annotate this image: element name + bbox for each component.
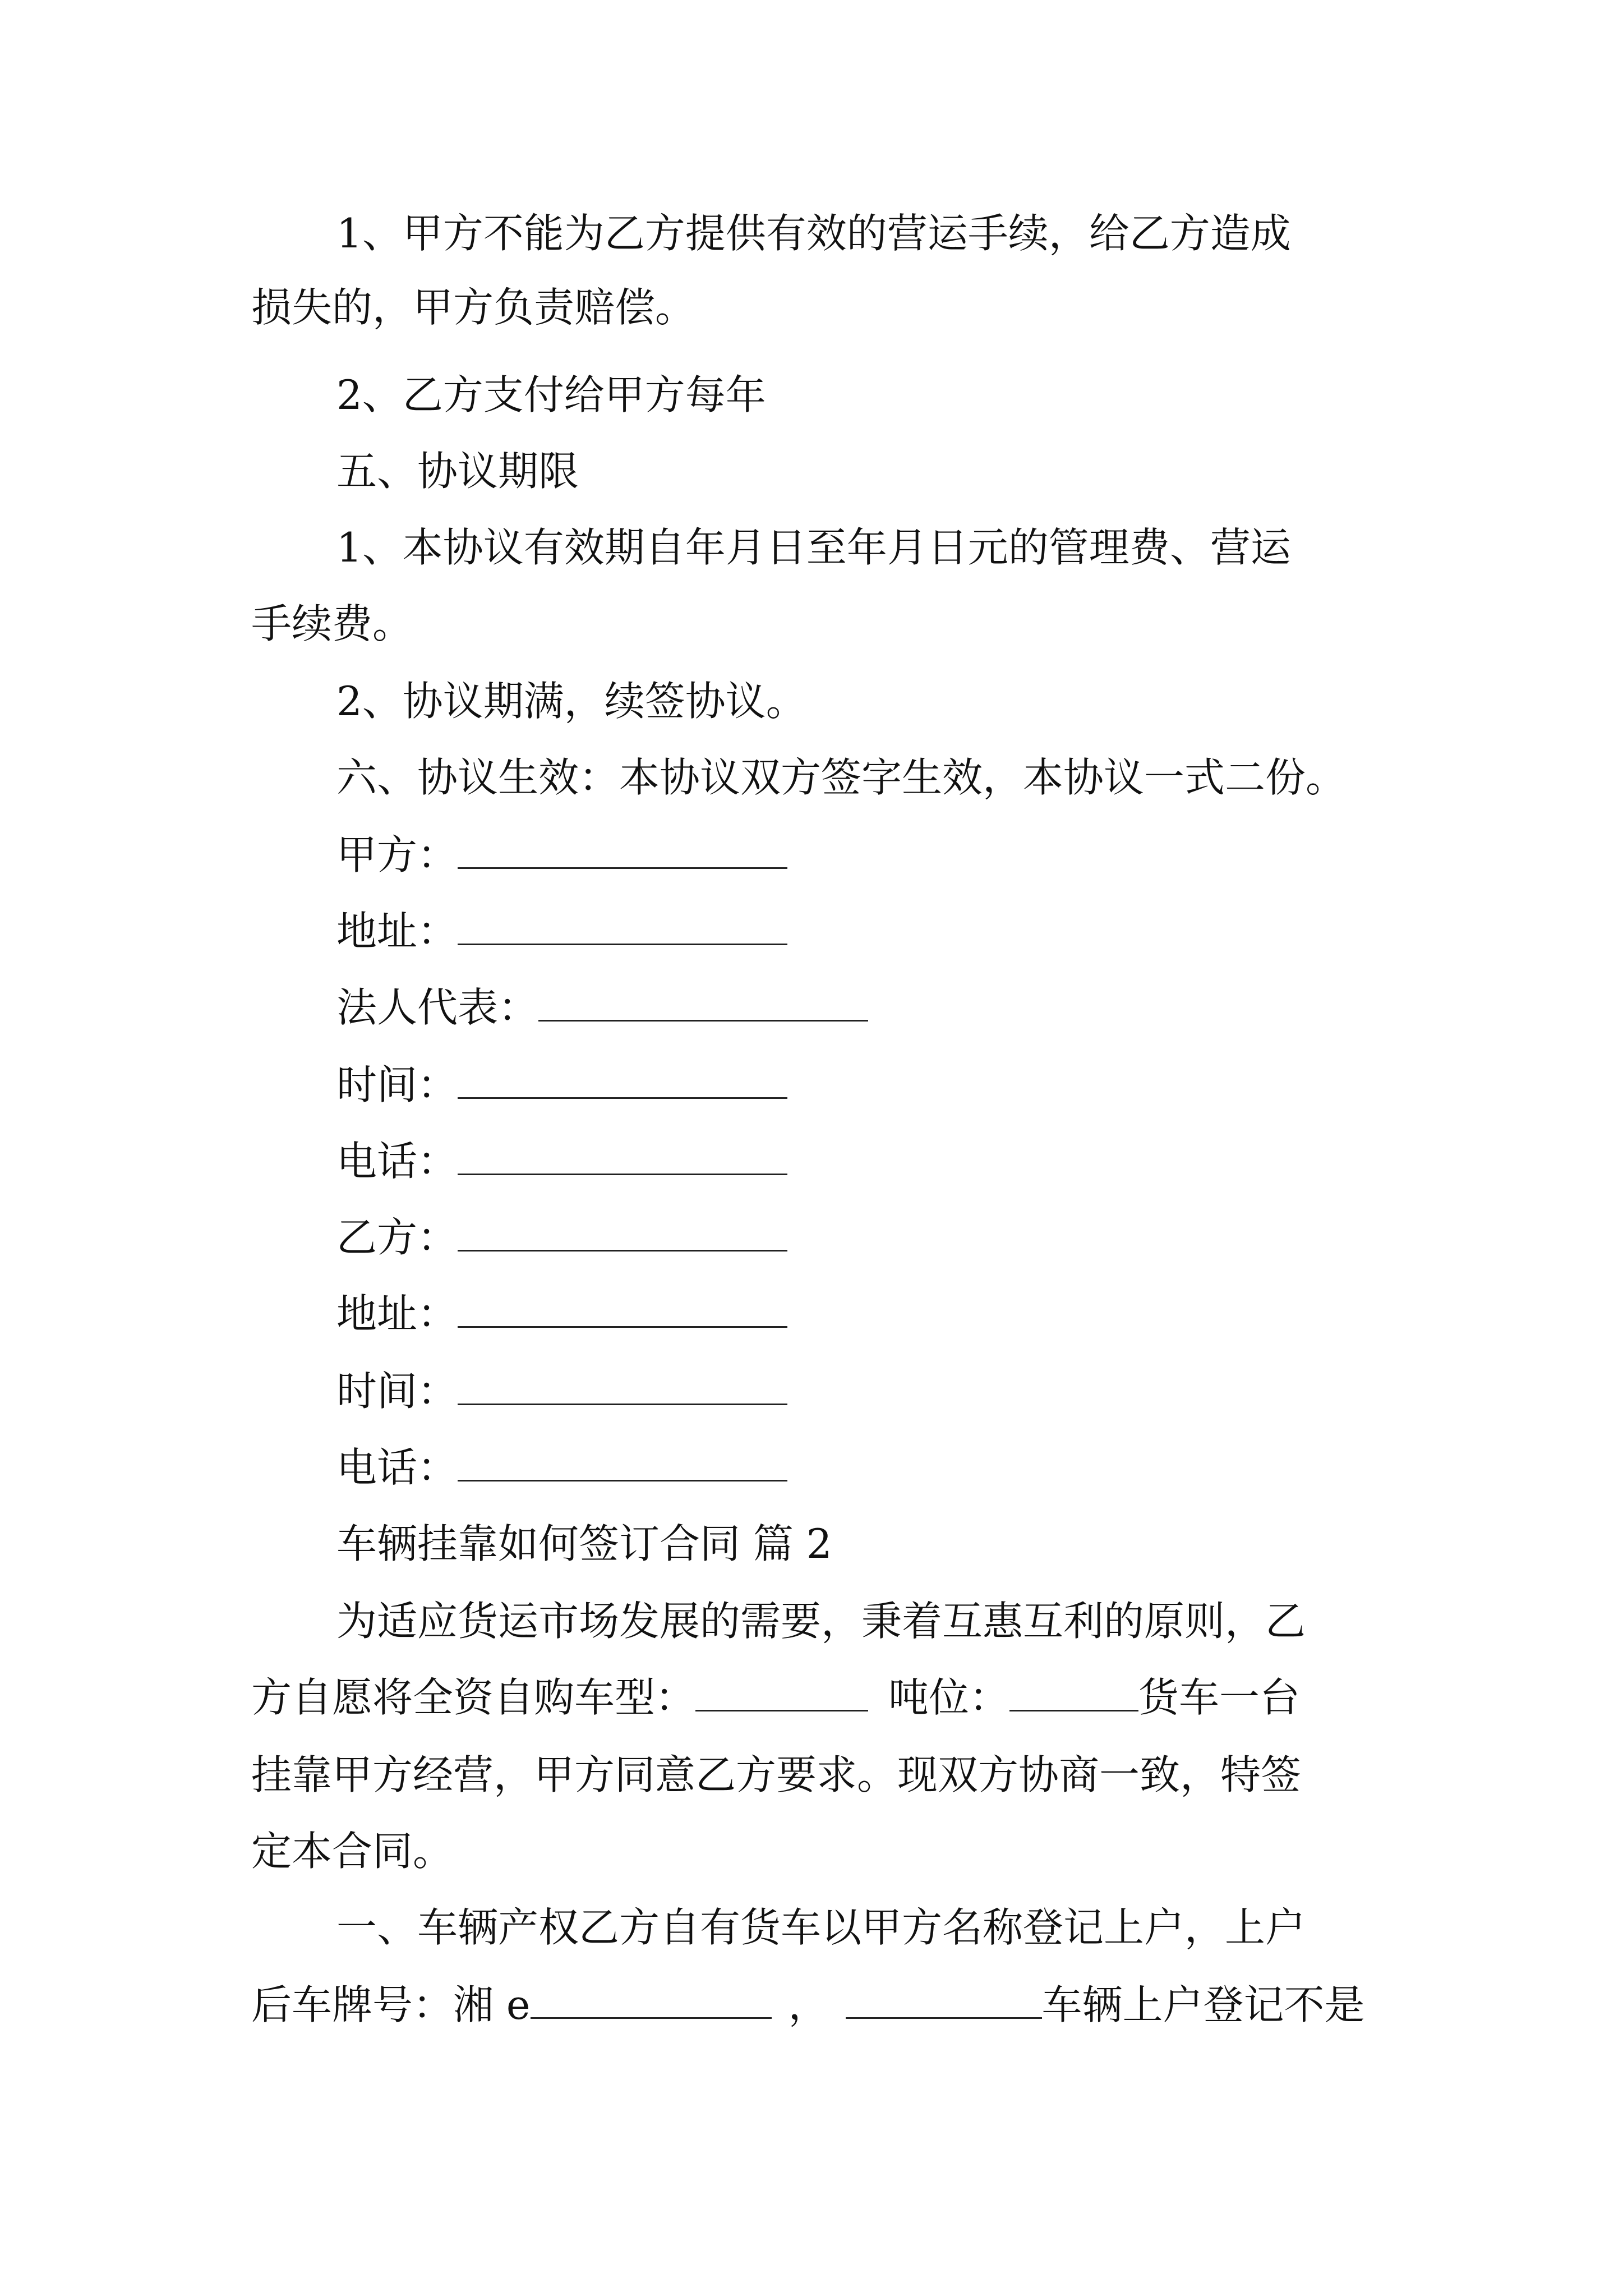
field-label: 时间：	[336, 1368, 458, 1415]
signature-row-address-a	[336, 908, 787, 955]
paragraph-line: 为适应货运市场发展的需要，秉着互惠互利的原则，乙	[336, 1598, 1306, 1645]
signature-blank	[458, 1217, 787, 1251]
text-fragment: ，	[788, 1981, 829, 2028]
signature-row-time-a	[336, 1061, 787, 1108]
signature-row-party-a	[336, 831, 787, 878]
paragraph-line: 手续费。	[251, 600, 413, 647]
signature-row-time-b	[336, 1368, 787, 1415]
paragraph-line: 定本合同。	[251, 1828, 454, 1875]
paragraph-line	[251, 1981, 1365, 2028]
signature-row-phone-a	[336, 1138, 787, 1185]
tonnage-blank	[1009, 1677, 1138, 1711]
field-label: 电话：	[336, 1444, 458, 1491]
text-fragment: 后车牌号：湘 e	[251, 1981, 531, 2028]
paragraph-line: 1、本协议有效期自年月日至年月日元的管理费、营运	[336, 524, 1291, 571]
paragraph-line: 损失的，甲方负责赔偿。	[251, 284, 696, 331]
paragraph-line: 一、车辆产权乙方自有货车以甲方名称登记上户，上户	[336, 1904, 1306, 1951]
field-label: 时间：	[336, 1061, 458, 1108]
section-heading: 六、协议生效：本协议双方签字生效，本协议一式二份。	[336, 754, 1347, 801]
signature-blank	[538, 987, 868, 1022]
paragraph-line: 2、乙方支付给甲方每年	[336, 371, 766, 418]
signature-blank	[458, 835, 787, 869]
text-fragment: 车辆上户登记不是	[1041, 1981, 1365, 2028]
signature-row-party-b	[336, 1214, 787, 1261]
paragraph-line: 挂靠甲方经营，甲方同意乙方要求。现双方协商一致，特签	[251, 1751, 1302, 1798]
plate-number-blank	[531, 1985, 772, 2019]
field-label: 地址：	[336, 1290, 458, 1337]
field-label: 地址：	[336, 908, 458, 955]
field-label: 乙方：	[336, 1214, 458, 1261]
field-label: 法人代表：	[336, 984, 539, 1031]
signature-row-phone-b	[336, 1444, 787, 1491]
signature-row-address-b	[336, 1290, 787, 1337]
signature-blank	[458, 1447, 787, 1481]
text-fragment: 吨位：	[888, 1674, 1010, 1721]
text-fragment: 货车一台	[1138, 1674, 1301, 1721]
field-label: 甲方：	[336, 831, 458, 878]
signature-blank	[458, 911, 787, 945]
paragraph-line	[251, 1674, 1301, 1721]
vehicle-model-blank	[695, 1677, 868, 1711]
signature-blank	[458, 1294, 787, 1328]
paragraph-line: 1、甲方不能为乙方提供有效的营运手续，给乙方造成	[336, 210, 1291, 257]
paragraph-line: 2、协议期满，续签协议。	[336, 678, 806, 725]
section-title: 车辆挂靠如何签订合同 篇 2	[336, 1520, 832, 1567]
plate-suffix-blank	[846, 1985, 1042, 2019]
field-label: 电话：	[336, 1138, 458, 1185]
section-heading: 五、协议期限	[336, 448, 579, 495]
signature-blank	[458, 1065, 787, 1099]
text-fragment: 方自愿将全资自购车型：	[251, 1674, 696, 1721]
signature-blank	[458, 1141, 787, 1175]
signature-row-legal-rep	[336, 984, 868, 1031]
signature-blank	[458, 1371, 787, 1405]
